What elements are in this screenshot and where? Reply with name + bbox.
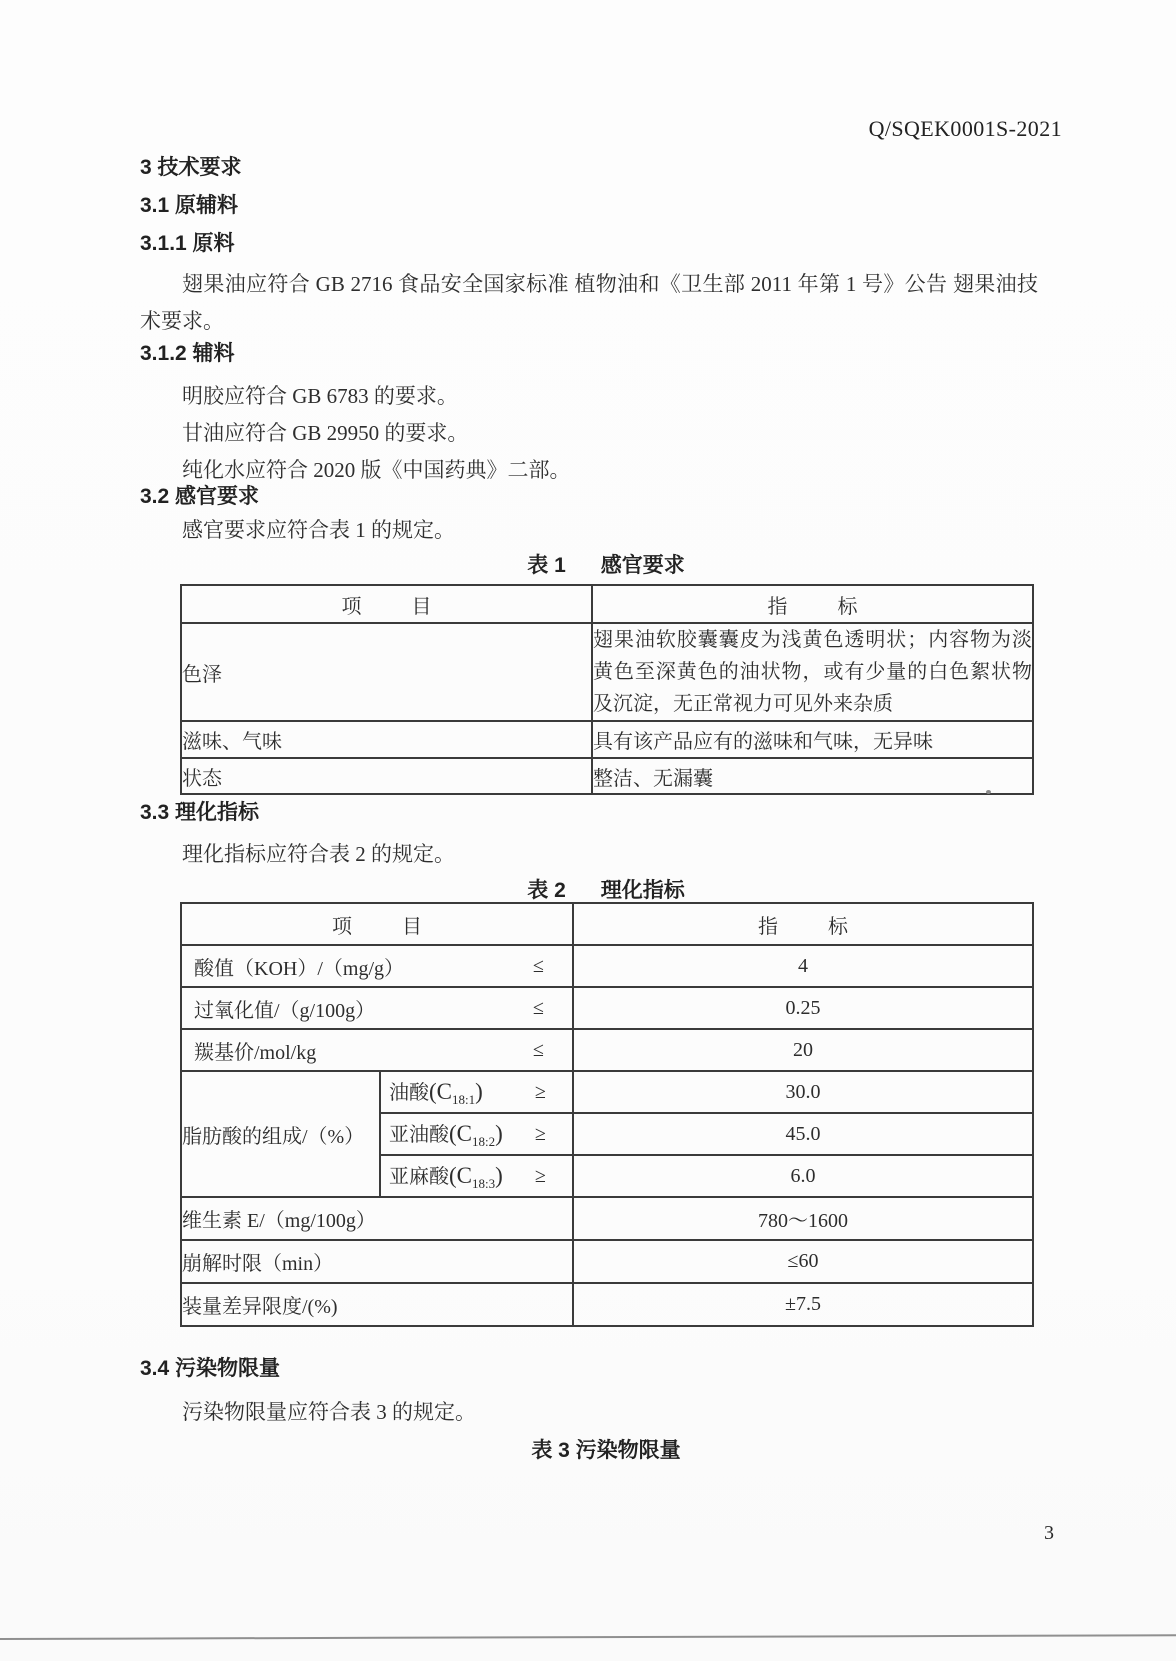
table2-subitem-oleic — [380, 1071, 573, 1113]
table1-value-state: 整洁、无漏囊 — [592, 758, 1033, 794]
table2-item-carbonyl-value — [181, 1029, 573, 1071]
table1-value-color: 翅果油软胶囊囊皮为浅黄色透明状；内容物为淡黄色至深黄色的油状物，或有少量的白色絮状物及沉淀，无正常视力可见外来杂质 — [592, 623, 1033, 721]
table-row — [181, 987, 1033, 1029]
row-value: ≤60 — [573, 1240, 1033, 1283]
heading-3-1: 3.1 原辅料 — [140, 194, 239, 217]
paragraph-sensory: 感官要求应符合表 1 的规定。 — [182, 518, 455, 542]
less-equal-operator: ≤ — [533, 996, 544, 1019]
table2-header-item: 项 目 — [181, 903, 573, 945]
row-label: 过氧化值/（g/100g） — [194, 999, 376, 1022]
heading-3-1-1: 3.1.1 原料 — [140, 232, 235, 255]
paragraph-raw-material: 翅果油应符合 GB 2716 食品安全国家标准 植物油和《卫生部 2011 年第 1 号》公告 翅果油技术要求。 — [140, 272, 1038, 333]
table2-group-fatty-acids: 脂肪酸的组成/（%） — [181, 1071, 380, 1197]
paragraph-glycerin: 甘油应符合 GB 29950 的要求。 — [182, 421, 469, 445]
table3-caption: 表 3 污染物限量 — [531, 1439, 681, 1462]
table1-item-taste: 滋味、气味 — [181, 721, 592, 758]
fatty-acid-formula: 油酸$(C_{18:1})$ — [389, 1079, 483, 1107]
table-row — [181, 1197, 1033, 1240]
heading-3-2: 3.2 感官要求 — [140, 485, 260, 508]
table-row — [181, 758, 1033, 794]
table2-item-peroxide-value — [181, 987, 573, 1029]
less-equal-operator: ≤ — [533, 1038, 544, 1061]
heading-3-3: 3.3 理化指标 — [140, 801, 260, 824]
row-label: 羰基价/mol/kg — [194, 1041, 317, 1064]
greater-equal-operator: ≥ — [535, 1080, 546, 1103]
row-value: 6.0 — [573, 1155, 1033, 1197]
table-row — [181, 585, 1033, 623]
fatty-acid-formula: 亚麻酸$(C_{18:3})$ — [389, 1163, 503, 1191]
table-row — [181, 1283, 1033, 1326]
table-row — [181, 945, 1033, 987]
heading-3: 3 技术要求 — [140, 156, 242, 179]
greater-equal-operator: ≥ — [535, 1122, 546, 1145]
table-sensory-requirements — [180, 584, 1034, 795]
row-value: 45.0 — [573, 1113, 1033, 1155]
table1-caption: 表 1 感官要求 — [527, 554, 685, 577]
table2-item-vitamin-e: 维生素 E/（mg/100g） — [181, 1197, 573, 1240]
table-row — [181, 1029, 1033, 1071]
table-row — [181, 903, 1033, 945]
table1-header-index: 指 标 — [592, 585, 1033, 623]
paragraph-purified-water: 纯化水应符合 2020 版《中国药典》二部。 — [182, 458, 571, 482]
row-value: 20 — [573, 1029, 1033, 1071]
heading-3-4: 3.4 污染物限量 — [140, 1357, 281, 1380]
table2-subitem-linolenic — [380, 1155, 573, 1197]
table-row — [181, 721, 1033, 758]
fatty-acid-formula: 亚油酸$(C_{18:2})$ — [389, 1121, 503, 1149]
table-physchem-indicators — [180, 902, 1034, 1327]
table-row — [181, 623, 1033, 721]
row-value: 4 — [573, 945, 1033, 987]
table2-item-fill-variation: 装量差异限度/(%) — [181, 1283, 573, 1326]
less-equal-operator: ≤ — [533, 954, 544, 977]
table1-item-state: 状态 — [181, 758, 592, 794]
table2-header-index: 指 标 — [573, 903, 1033, 945]
table2-subitem-linoleic — [380, 1113, 573, 1155]
row-value: 780～1600 — [573, 1197, 1033, 1240]
row-value: 0.25 — [573, 987, 1033, 1029]
table1-header-item: 项 目 — [181, 585, 592, 623]
row-label: 酸值（KOH）/（mg/g） — [194, 957, 404, 980]
table1-item-color: 色泽 — [181, 623, 592, 721]
paragraph-physchem: 理化指标应符合表 2 的规定。 — [182, 842, 455, 866]
doc-code: Q/SQEK0001S-2021 — [868, 116, 1062, 141]
table-row — [181, 1071, 1033, 1113]
table1-value-taste: 具有该产品应有的滋味和气味，无异味 — [592, 721, 1033, 758]
row-value: ±7.5 — [573, 1283, 1033, 1326]
scan-speck — [986, 790, 991, 794]
paragraph-gelatin: 明胶应符合 GB 6783 的要求。 — [182, 384, 458, 408]
page-number: 3 — [1044, 1522, 1054, 1544]
table2-item-disintegration: 崩解时限（min） — [181, 1240, 573, 1283]
paragraph-contaminants: 污染物限量应符合表 3 的规定。 — [182, 1400, 476, 1424]
greater-equal-operator: ≥ — [535, 1164, 546, 1187]
table-row — [181, 1240, 1033, 1283]
row-value: 30.0 — [573, 1071, 1033, 1113]
table2-item-acid-value — [181, 945, 573, 987]
page-bottom-edge — [0, 1634, 1176, 1640]
heading-3-1-2: 3.1.2 辅料 — [140, 342, 235, 365]
table2-caption: 表 2 理化指标 — [527, 879, 685, 902]
